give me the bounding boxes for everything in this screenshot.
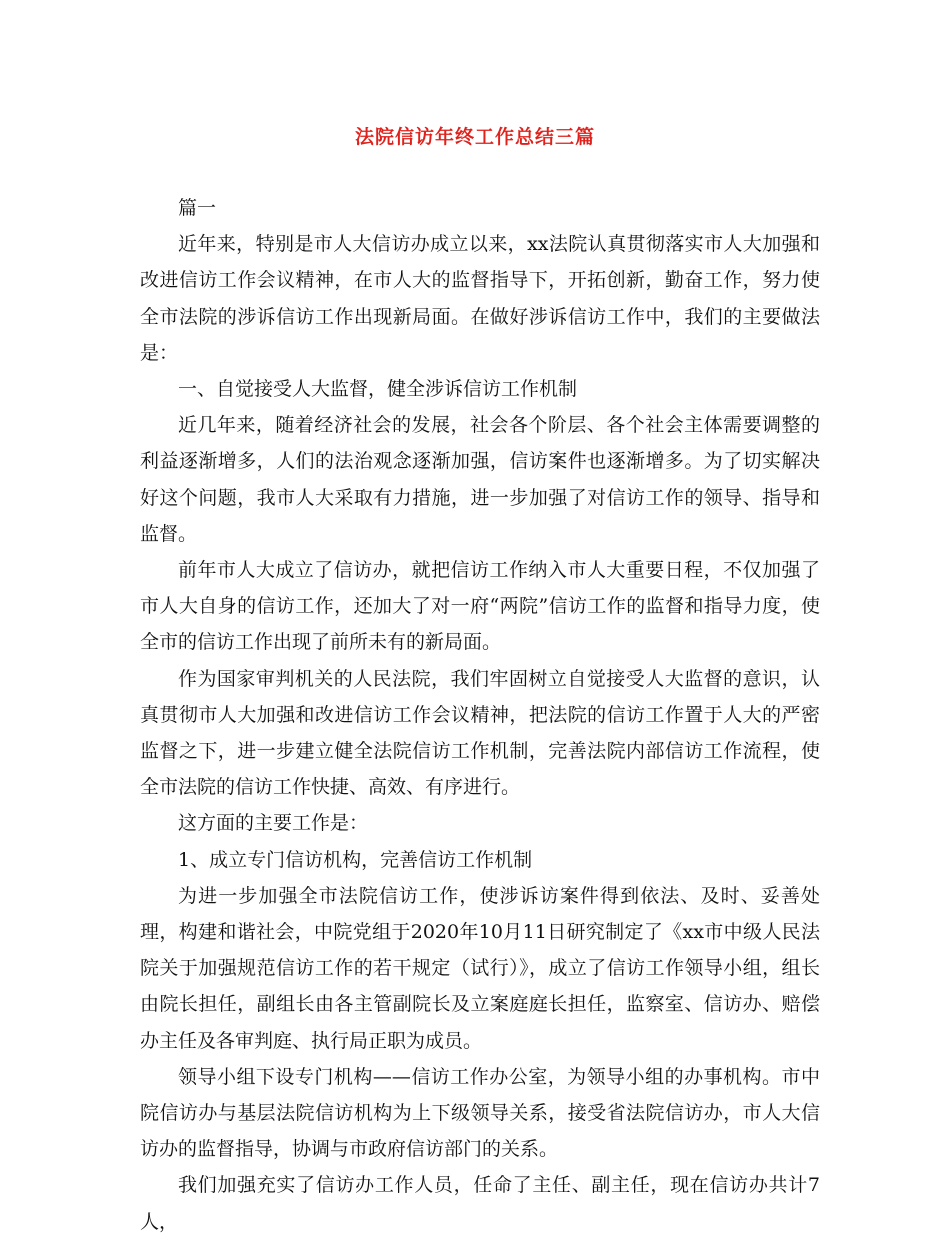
document-title: 法院信访年终工作总结三篇 — [354, 126, 595, 148]
paragraph: 前年市人大成立了信访办，就把信访工作纳入市人大重要日程，不仅加强了市人大自身的信访工作，还加大了对一府“两院”信访工作的监督和指导力度，使全市的信访工作出现了前所未有的新局面。 — [140, 559, 820, 654]
paragraph: 我们加强充实了信访办工作人员，任命了主任、副主任，现在信访办共计7人， — [140, 1174, 820, 1233]
paragraph: 领导小组下设专门机构——信访工作办公室，为领导小组的办事机构。市中院信访办与基层法院信访机构为上下级领导关系，接受省法院信访办，市人大信访办的监督指导，协调与市政府信访部门的关系。 — [140, 1065, 820, 1161]
paragraph: 这方面的主要工作是： — [178, 812, 369, 835]
document-body — [140, 190, 820, 1240]
paragraph: 作为国家审判机关的人民法院，我们牢固树立自觉接受人大监督的意识，认真贯彻市人大加强和改进信访工作会议精神，把法院的信访工作置于人大的严密监督之下，进一步建立健全法院信访工作机制，完善法院内部信访工作流程，使全市法院的信访工作快捷、高效、有序进行。 — [140, 667, 820, 799]
heading-subsection-1: 1、成立专门信访机构，完善信访工作机制 — [178, 848, 533, 871]
paragraph: 为进一步加强全市法院信访工作，使涉诉访案件得到依法、及时、妥善处理，构建和谐社会，中院党组于2020年10月11日研究制定了《xx市中级人民法院关于加强规范信访工作的若干规定（试行）》，成立了信访工作领导小组，组长由院长担任，副组长由各主管副院长及立案庭庭长担任，监察室、信访办、赔偿办主任及各审判庭、执行局正职为成员。 — [140, 884, 820, 1052]
section-label: 篇一 — [178, 197, 217, 219]
paragraph: 近几年来，随着经济社会的发展，社会各个阶层、各个社会主体需要调整的利益逐渐增多，人们的法治观念逐渐加强，信访案件也逐渐增多。为了切实解决好这个问题，我市人大采取有力措施，进一步加强了对信访工作的领导、指导和监督。 — [140, 414, 820, 545]
heading-section-1: 一、自觉接受人大监督，健全涉诉信访工作机制 — [178, 378, 578, 401]
paragraph-intro: 近年来，特别是市人大信访办成立以来，xx法院认真贯彻落实市人大加强和改进信访工作会议精神，在市人大的监督指导下，开拓创新，勤奋工作，努力使全市法院的涉诉信访工作出现新局面。在做好涉诉信访工作中，我们的主要做法是： — [140, 233, 820, 364]
